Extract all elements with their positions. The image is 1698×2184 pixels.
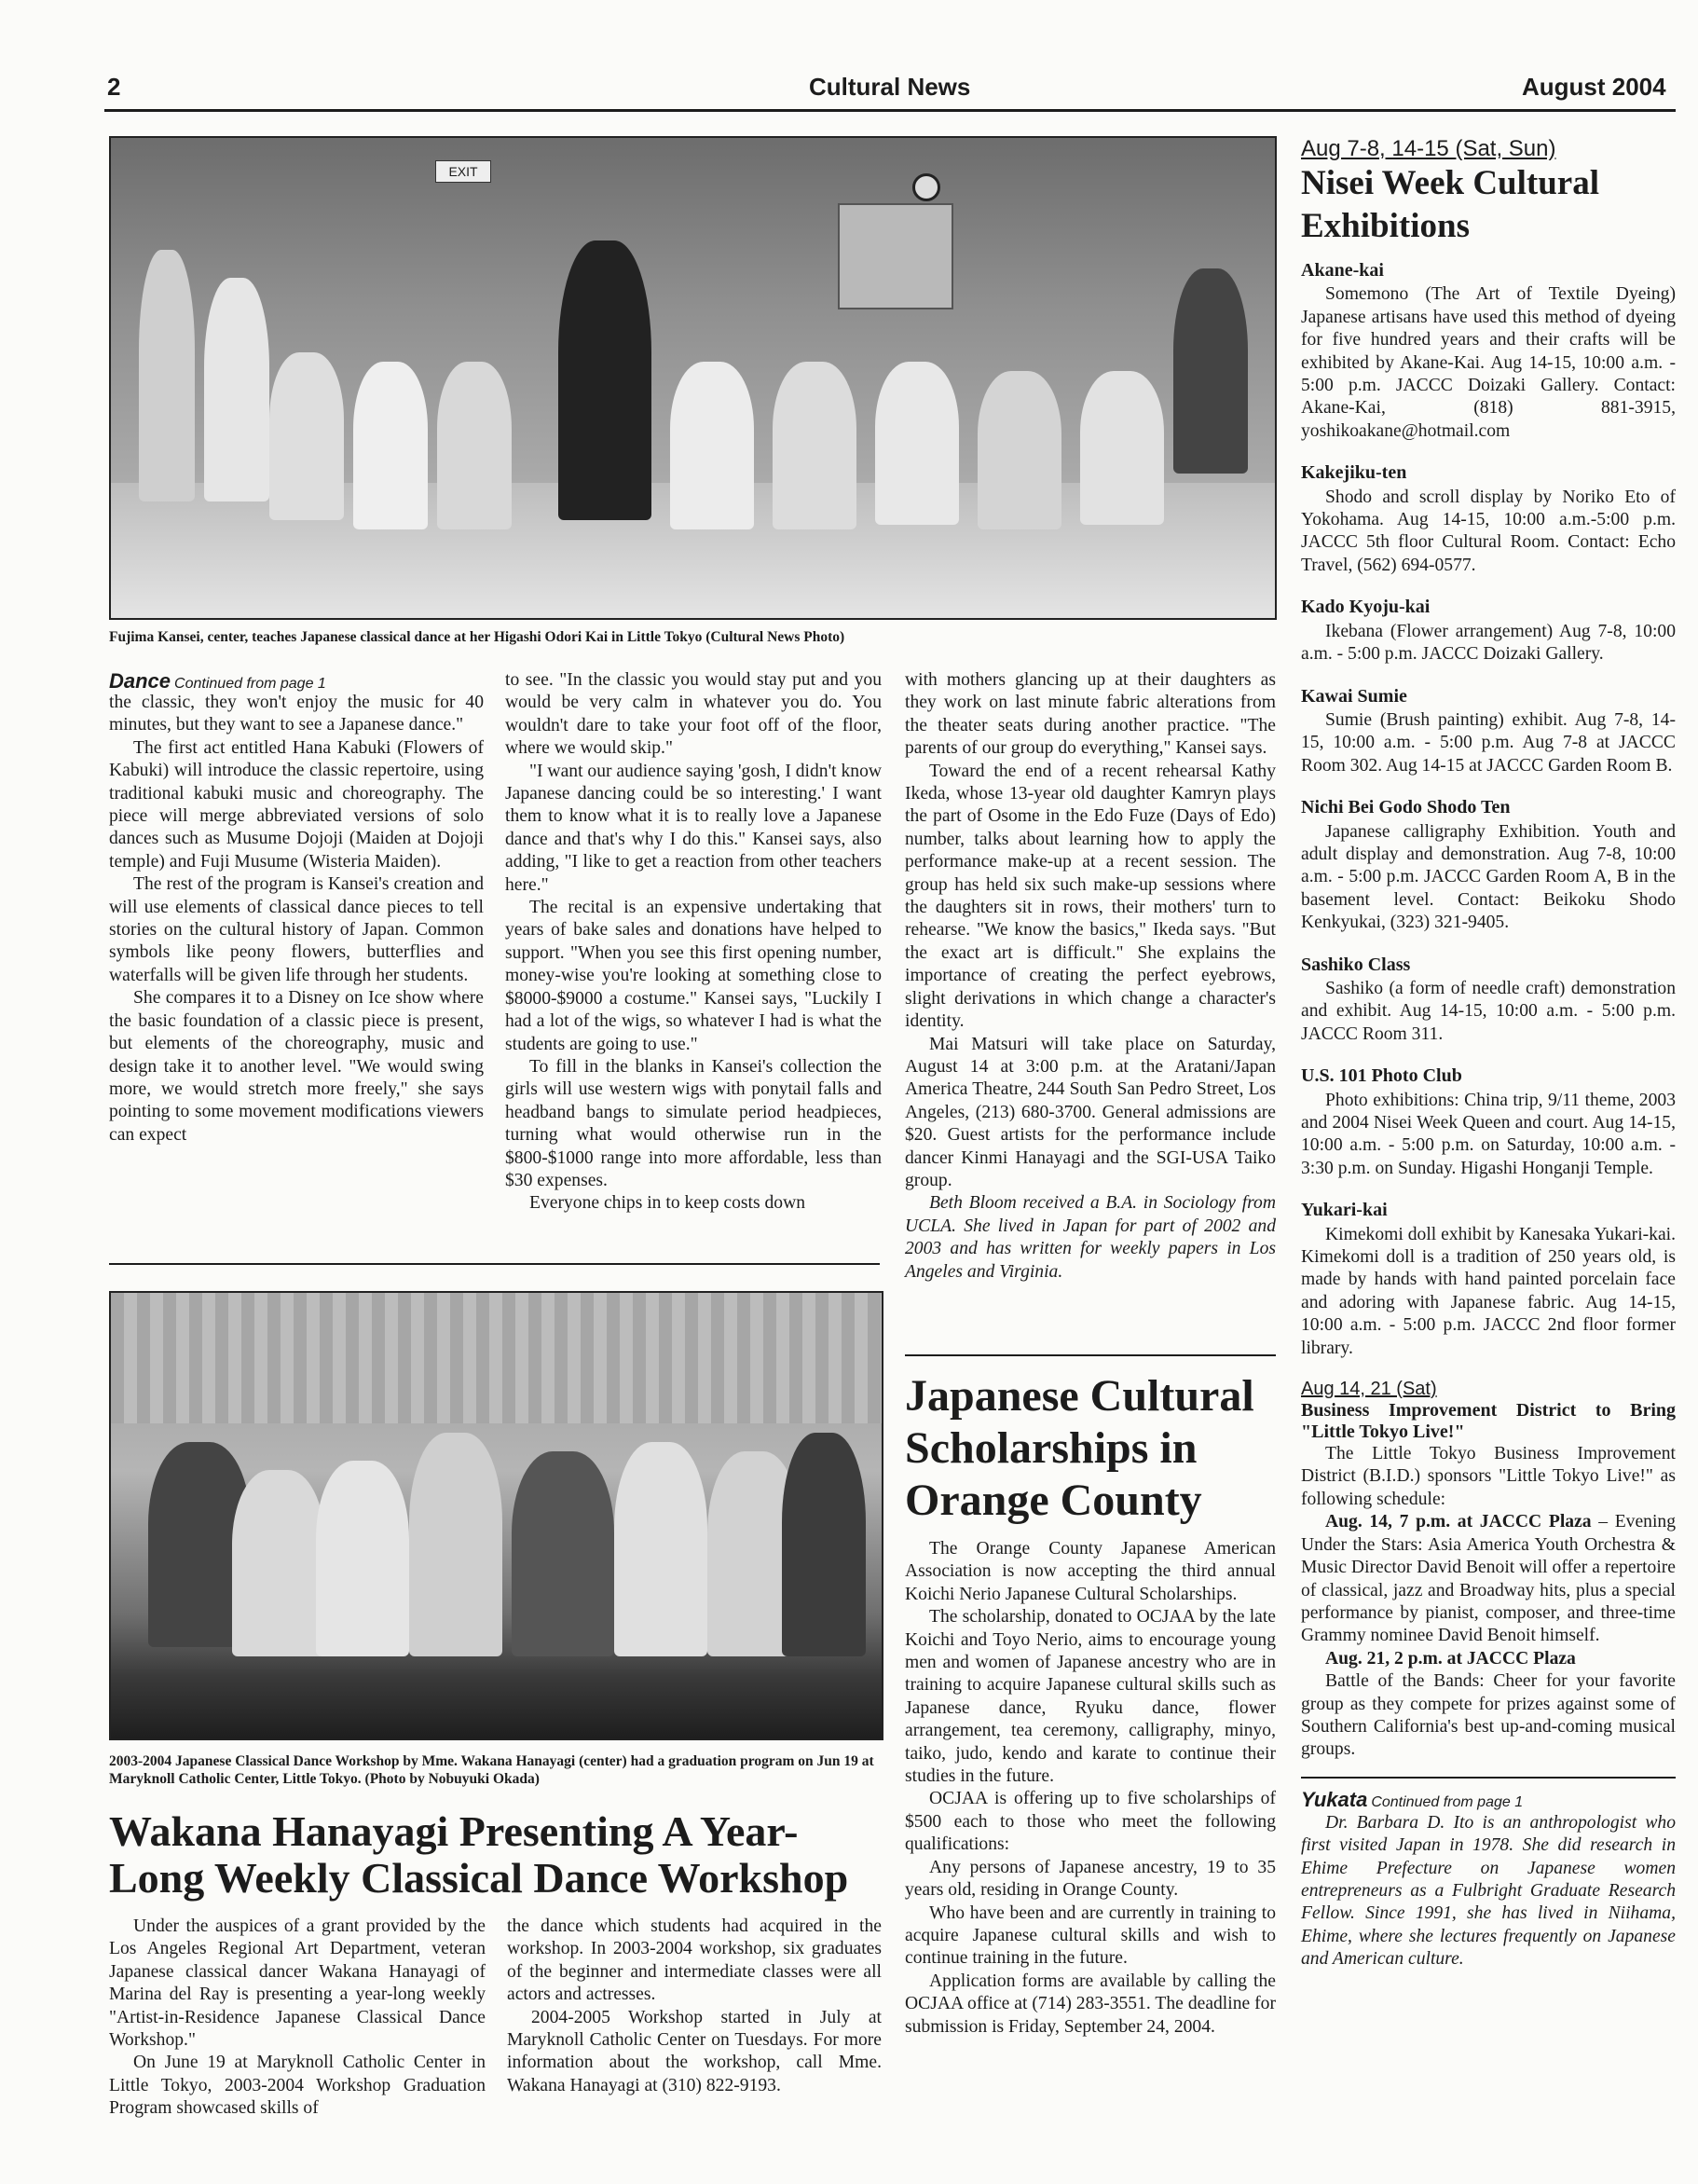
photo1-caption: Fujima Kansei, center, teaches Japanese classical dance at her Higashi Odori Kai in Little Tokyo (Cultural News Photo)	[109, 629, 845, 645]
event-item	[1301, 461, 1676, 577]
section-rule	[109, 1263, 880, 1265]
sidebar-rule	[1301, 1777, 1676, 1779]
event-item	[1301, 1065, 1676, 1180]
event-title: Yukari-kai	[1301, 1200, 1388, 1221]
paragraph: Any persons of Japanese ancestry, 19 to 35 years old, residing in Orange County.	[905, 1857, 1276, 1901]
graduate-figure	[614, 1442, 707, 1656]
dancer-figure	[139, 250, 195, 501]
event-title: Akane-kai	[1301, 260, 1384, 281]
event-item	[1301, 685, 1676, 778]
dancer-figure	[204, 278, 269, 501]
event-title: Kakejiku-ten	[1301, 462, 1407, 484]
instructor-figure	[558, 240, 651, 520]
bid-intro: The Little Tokyo Business Improvement District (B.I.D.) sponsors "Little Tokyo Live!" as following schedule:	[1301, 1444, 1676, 1509]
bid-item-2	[1301, 1648, 1676, 1670]
header-rule	[104, 109, 1676, 112]
paragraph: the classic, they won't enjoy the music for 40 minutes, but they want to see a Japanese dance."	[109, 693, 484, 735]
paragraph: Toward the end of a recent rehearsal Kathy Ikeda, whose 13-year old daughter Kamryn plays the part of Osome in the Edo Fuze (Days of Edo) number, talks about learning how to apply the performance make-up at a recent session. The group has held six such make-up sessions where the daughters sit in rows, their mothers' turn to rehearse. "We know the basics," Ikeda says. "But the exact art is difficult." She explains the importance of creating the perfect eyebrows, slight derivations in which change a character's identity.	[905, 761, 1276, 1032]
wakana-col-2	[507, 1916, 882, 2097]
graduate-figure	[316, 1461, 409, 1656]
event-item	[1301, 954, 1676, 1047]
bid-section	[1301, 1400, 1676, 1762]
paragraph: Who have been and are currently in training to acquire Japanese cultural skills and wish to continue training in the future.	[905, 1902, 1276, 1969]
dancer-figure	[875, 362, 959, 525]
event-title: Kawai Sumie	[1301, 685, 1407, 707]
event-desc: Shodo and scroll display by Noriko Eto of Yokohama. Aug 14-15, 10:00 a.m.-5:00 p.m. JACCC 5th floor Cultural Room. Contact: Echo Travel, (562) 694-0577.	[1301, 487, 1676, 575]
event-desc: Photo exhibitions: China trip, 9/11 theme, 2003 and 2004 Nisei Week Queen and court. Aug 14-15, 10:00 a.m. - 5:00 p.m. on Saturday, 10:00 a.m. - 3:30 p.m. on Sunday. Higashi Honganji Temple.	[1301, 1090, 1676, 1178]
wall-clock	[912, 173, 940, 201]
paragraph: The rest of the program is Kansei's creation and will use elements of classical dance pieces to tell stories on the cultural history of Japan. Common symbols like peony flowers, butterflies and waterfalls will be given life through her students.	[109, 874, 484, 985]
event-desc: Sashiko (a form of needle craft) demonstration and exhibit. Aug 14-15, 10:00 a.m. - 5:00 p.m. JACCC Room 311.	[1301, 978, 1676, 1044]
bid-date: Aug 14, 21 (Sat)	[1301, 1379, 1437, 1400]
sidebar	[1301, 136, 1676, 1971]
graduate-figure	[232, 1470, 325, 1656]
bid-item-1-lead: Aug. 14, 7 p.m. at JACCC Plaza	[1325, 1512, 1592, 1532]
graduation-photo	[109, 1291, 883, 1740]
issue-date: August 2004	[1522, 73, 1666, 101]
yukata-bio-text: Dr. Barbara D. Ito is an anthropologist who first visited Japan in 1978. She did research in Ehime Prefecture on Japanese women entrepreneurs as a Fulbright Graduate Research Fellow. Since 1991, she has lived in Niihama, Ehime, where she lectures frequently on Japanese and American culture.	[1301, 1812, 1676, 1970]
dance-col-3	[905, 669, 1276, 1284]
bulletin-board	[838, 203, 953, 309]
section-rule	[905, 1354, 1276, 1356]
event-desc: Japanese calligraphy Exhibition. Youth and adult display and demonstration. Aug 7-8, 10:00 a.m. - 5:00 p.m. JACCC Garden Room A, B in the basement level. Contact: Beikoku Shodo Kenkyukai, (323) 321-9405.	[1301, 821, 1676, 933]
scholarship-body	[905, 1538, 1276, 2039]
bid-item-2-text: Battle of the Bands: Cheer for your favorite group as they compete for prizes against some of Southern California's best up-and-coming musical groups.	[1301, 1671, 1676, 1760]
instructor-figure	[512, 1451, 614, 1656]
dancer-figure	[1173, 268, 1248, 474]
dance-col-1	[109, 692, 484, 1147]
dancer-figure	[353, 362, 428, 529]
bid-item-1-text: – Evening Under the Stars: Asia America Youth Orchestra & Music Director David Benoit will offer a repertoire of classical, jazz and Broadway hits, plus a special performance by pianist, composer, and three-time Grammy nominee David Benoit himself.	[1301, 1512, 1676, 1646]
event-item	[1301, 1199, 1676, 1360]
yukata-kicker-word: Yukata	[1301, 1787, 1368, 1811]
event-item	[1301, 596, 1676, 666]
dancer-figure	[978, 371, 1061, 529]
paragraph: "I want our audience saying 'gosh, I didn't know Japanese dancing could be so interesting.' I want them to know what it is to really love a Japanese dance and that's why I do this." Kansei says, also adding, "I like to get a reaction from other teachers here."	[505, 761, 883, 895]
paragraph: Everyone chips in to keep costs down	[529, 1193, 806, 1214]
dancer-figure	[773, 362, 856, 529]
graduate-figure	[782, 1433, 866, 1656]
yukata-kicker	[1301, 1788, 1676, 1812]
photo2-caption: 2003-2004 Japanese Classical Dance Workshop by Mme. Wakana Hanayagi (center) had a graduation program on Jun 19 at Maryknoll Catholic Center, Little Tokyo. (Photo by Nobuyuki Okada)	[109, 1753, 874, 1787]
paragraph: Under the auspices of a grant provided by the Los Angeles Regional Art Department, veteran Japanese classical dancer Wakana Hanayagi of Marina del Ray is presenting a year-long weekly "Artist-in-Residence Japanese Classical Dance Workshop."	[109, 1916, 486, 2051]
dancer-figure	[437, 362, 512, 529]
dancer-figure	[1080, 371, 1164, 525]
event-item	[1301, 796, 1676, 934]
paragraph: Application forms are available by calling the OCJAA office at (714) 283-3551. The deadline for submission is Friday, September 24, 2004.	[905, 1971, 1276, 2037]
paragraph: with mothers glancing up at their daughters as they work on last minute fabric alterations from the theater seats during another practice. "The parents of our group do everything," Kansei says.	[905, 670, 1276, 759]
event-title: Nichi Bei Godo Shodo Ten	[1301, 797, 1511, 818]
paragraph: The scholarship, donated to OCJAA by the late Koichi and Toyo Nerio, aims to encourage young men and women of Japanese ancestry who are in training to acquire Japanese cultural skills such as Japanese dance, Ryuku dance, flower arrangement, tea ceremony, calligraphy, minyo, taiko, judo, kendo and karate to continue their studies in the future.	[905, 1607, 1276, 1787]
yukata-bio	[1301, 1812, 1676, 1971]
paragraph: The recital is an expensive undertaking that years of bake sales and donations have helped to support. "When you see this first opening number, money-wise you're looking at something close to $8000-$9000 a costume." Kansei says, "Luckily I had a lot of the wigs, so whatever I had is what the students are going to use."	[505, 898, 882, 1054]
event-title: U.S. 101 Photo Club	[1301, 1065, 1462, 1087]
publication-name: Cultural News	[809, 73, 971, 101]
event-desc: Ikebana (Flower arrangement) Aug 7-8, 10:00 a.m. - 5:00 p.m. JACCC Doizaki Gallery.	[1301, 621, 1676, 665]
sidebar-events	[1301, 259, 1676, 1360]
dance-kicker-word: Dance	[109, 669, 171, 693]
dance-class-photo	[109, 136, 1277, 620]
paragraph: The Orange County Japanese American Association is now accepting the third annual Koichi Nerio Japanese Cultural Scholarships.	[905, 1539, 1276, 1604]
dancer-figure	[670, 362, 754, 529]
wakana-headline: Wakana Hanayagi Presenting A Year-Long Weekly Classical Dance Workshop	[109, 1807, 849, 1902]
page-number: 2	[107, 73, 121, 101]
graduate-figure	[409, 1433, 502, 1656]
paragraph: Mai Matsuri will take place on Saturday, August 14 at 3:00 p.m. at the Aratani/Japan America Theatre, 244 South San Pedro Street, Los Angeles, (213) 680-3700. General admissions are $20. Guest artists for the performance include dancer Kinmi Hanayagi and the SGI-USA Taiko group.	[905, 1034, 1276, 1190]
dance-col-2	[505, 669, 882, 1216]
sidebar-title: Nisei Week Cultural Exhibitions	[1301, 164, 1599, 245]
yukata-kicker-note: Continued from page 1	[1371, 1793, 1524, 1810]
event-desc: Somemono (The Art of Textile Dyeing) Japanese artisans have used this method of dyeing for five hundred years and their crafts will be exhibited by Akane-Kai. Aug 14-15, 10:00 a.m. - 5:00 p.m. JACCC Doizaki Gallery. Contact: Akane-Kai, (818) 881-3915, yoshikoakane@hotmail.com	[1301, 284, 1676, 441]
event-item	[1301, 259, 1676, 443]
event-title: Sashiko Class	[1301, 954, 1411, 975]
paragraph: 2004-2005 Workshop started in July at Maryknoll Catholic Center on Tuesdays. For more information about the workshop, call Mme. Wakana Hanayagi at (310) 822-9193.	[507, 2007, 882, 2095]
event-desc: Sumie (Brush painting) exhibit. Aug 7-8, 14-15, 10:00 a.m. - 5:00 p.m. Aug 7-8 at JACCC Room 302. Aug 14-15 at JACCC Garden Room B.	[1301, 709, 1676, 776]
wakana-col-1	[109, 1916, 486, 2121]
stage-curtain	[111, 1293, 882, 1423]
bid-item-1	[1301, 1511, 1676, 1647]
scholarship-headline: Japanese Cultural Scholarships in Orange County	[905, 1371, 1254, 1525]
paragraph: the dance which students had acquired in the workshop. In 2003-2004 workshop, six graduates of the beginner and intermediate classes were all actors and actresses.	[507, 1916, 882, 2005]
dance-kicker-note: Continued from page 1	[174, 676, 326, 692]
bid-title: Business Improvement District to Bring "Little Tokyo Live!"	[1301, 1400, 1676, 1443]
event-title: Kado Kyoju-kai	[1301, 597, 1431, 618]
paragraph: To fill in the blanks in Kansei's collection the girls will use western wigs with ponytail falls and headband bangs to simulate period headpieces, turning what would otherwise run in the $800-$1000 range into more affordable, less than $30 expenses.	[505, 1056, 882, 1190]
paragraph: She compares it to a Disney on Ice show where the basic foundation of a classic piece is present, but elements of the choreography, music and design take it to another level. "We would swing more, we would stretch more freely," she says pointing to some movement modifications viewers can expect	[109, 988, 484, 1145]
event-desc: Kimekomi doll exhibit by Kanesaka Yukari-kai. Kimekomi doll is a tradition of 250 years old, is made by hands with hand painted porcelain face and adoring with Japanese fabric. Aug 14-15, 10:00 a.m. - 5:00 p.m. JACCC 2nd floor former library.	[1301, 1224, 1676, 1358]
exit-sign: EXIT	[435, 160, 491, 183]
dance-kicker	[109, 669, 326, 694]
author-bio: Beth Bloom received a B.A. in Sociology from UCLA. She lived in Japan for part of 2002 and 2003 and has written for weekly papers in Los Angeles and Virginia.	[905, 1193, 1276, 1282]
paragraph: to see. "In the classic you would stay put and you would be very calm in whatever you do. You wouldn't dare to take your foot off of the floor, where we would skip."	[505, 670, 882, 759]
paragraph: On June 19 at Maryknoll Catholic Center in Little Tokyo, 2003-2004 Workshop Graduation Program showcased skills of	[109, 2053, 486, 2119]
sidebar-date: Aug 7-8, 14-15 (Sat, Sun)	[1301, 136, 1556, 161]
dancer-figure	[269, 352, 344, 520]
paragraph: The first act entitled Hana Kabuki (Flowers of Kabuki) will introduce the classic repertoire, using traditional kabuki music and choreography. The piece will merge abbreviated versions of solo dances such as Musume Dojoji (Maiden at Dojoji temple) and Fuji Musume (Wisteria Maiden).	[109, 737, 484, 872]
bid-item-2-lead: Aug. 21, 2 p.m. at JACCC Plaza	[1325, 1648, 1576, 1669]
paragraph: OCJAA is offering up to five scholarships of $500 each to those who meet the following qualifications:	[905, 1789, 1276, 1855]
